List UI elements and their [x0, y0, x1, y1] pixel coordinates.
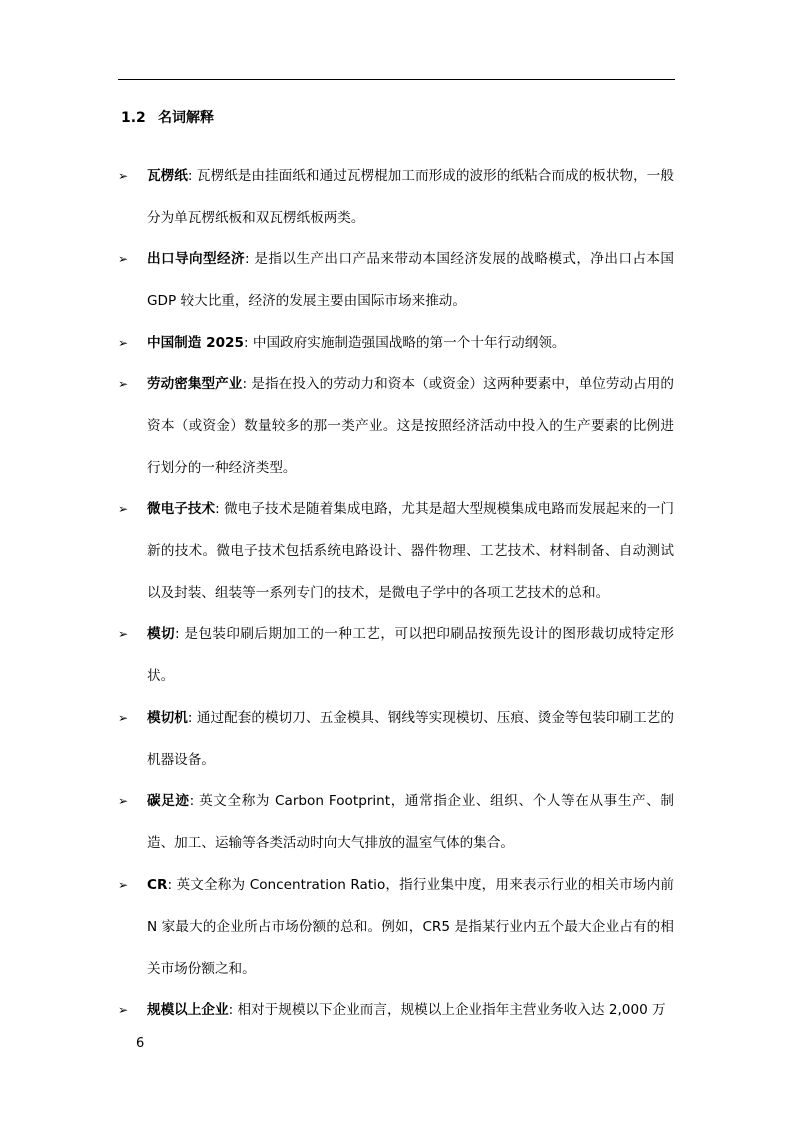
term-name: 模切: [147, 626, 176, 642]
term-name: 碳足迹: [147, 793, 190, 809]
term-name: 模切机: [147, 710, 188, 726]
bullet-arrow-icon: ➢: [118, 878, 129, 892]
term-definition: 是指在投入的劳动力和资本（或资金）这两种要素中，单位劳动占用的资本（或资金）数量较多的那一类产业。这是按照经济活动中投入的生产要素的比例进行划分的一种经济类型。: [147, 376, 675, 476]
term-definition: 是指以生产出口产品来带动本国经济发展的战略模式，净出口占本国GDP 较大比重，经济的发展主要由国际市场来推动。: [147, 251, 675, 309]
page-number: 6: [136, 1036, 145, 1051]
term-definition: 相对于规模以下企业而言，规模以上企业指年主营业务收入达 2,000 万: [237, 1002, 666, 1018]
term-separator: :: [215, 501, 225, 517]
term-name: 微电子技术: [147, 501, 216, 517]
term-separator: :: [167, 877, 177, 893]
term-name: 规模以上企业: [147, 1002, 229, 1018]
bullet-arrow-icon: ➢: [118, 711, 129, 725]
term-name: 中国制造 2025: [147, 335, 244, 351]
term-definition: 英文全称为 Concentration Ratio，指行业集中度，用来表示行业的相关市场内前 N 家最大的企业所占市场份额的总和。例如，CR5 是指某行业内五个最大企业占有的相关市场份额之和。: [147, 877, 674, 977]
term-definition: 英文全称为 Carbon Footprint，通常指企业、组织、个人等在从事生产、制造、加工、运输等各类活动时向大气排放的温室气体的集合。: [147, 793, 675, 851]
term-definition: 通过配套的模切刀、五金模具、钢线等实现模切、压痕、烫金等包装印刷工艺的机器设备。: [147, 710, 675, 768]
term-definition: 瓦楞纸是由挂面纸和通过瓦楞棍加工而形成的波形的纸粘合而成的板状物，一般分为单瓦楞纸板和双瓦楞纸板两类。: [147, 168, 675, 226]
term-separator: :: [228, 1002, 238, 1018]
term-separator: :: [189, 793, 200, 809]
term-definition: 中国政府实施制造强国战略的第一个十年行动纲领。: [252, 335, 566, 351]
section-number: 1.2: [121, 110, 146, 126]
bullet-arrow-icon: ➢: [118, 794, 129, 808]
term-separator: :: [175, 626, 185, 642]
term-name: 劳动密集型产业: [147, 376, 243, 392]
bullet-arrow-icon: ➢: [118, 377, 129, 391]
term-separator: :: [187, 710, 197, 726]
term-definition: 微电子技术是随着集成电路，尤其是超大型规模集成电路而发展起来的一门新的技术。微电子技术包括系统电路设计、器件物理、工艺技术、材料制备、自动测试以及封装、组装等一系列专门的技术，是微电子学中的各项工艺技术的总和。: [147, 501, 675, 601]
term-separator: :: [187, 168, 197, 184]
term-name: 出口导向型经济: [147, 251, 246, 267]
term-separator: :: [243, 335, 253, 351]
bullet-arrow-icon: ➢: [118, 502, 129, 516]
term-definition: 是包装印刷后期加工的一种工艺，可以把印刷品按预先设计的图形裁切成特定形状。: [147, 626, 675, 684]
term-name: CR: [147, 877, 168, 893]
section-title: 名词解释: [158, 110, 214, 126]
term-separator: :: [245, 251, 255, 267]
term-separator: :: [242, 376, 252, 392]
bullet-arrow-icon: ➢: [118, 252, 129, 266]
bullet-arrow-icon: ➢: [118, 336, 129, 350]
bullet-arrow-icon: ➢: [118, 627, 129, 641]
bullet-arrow-icon: ➢: [118, 169, 129, 183]
bullet-arrow-icon: ➢: [118, 1003, 129, 1017]
section-heading: [121, 107, 214, 127]
header-rule: [118, 79, 675, 80]
term-name: 瓦楞纸: [147, 168, 188, 184]
